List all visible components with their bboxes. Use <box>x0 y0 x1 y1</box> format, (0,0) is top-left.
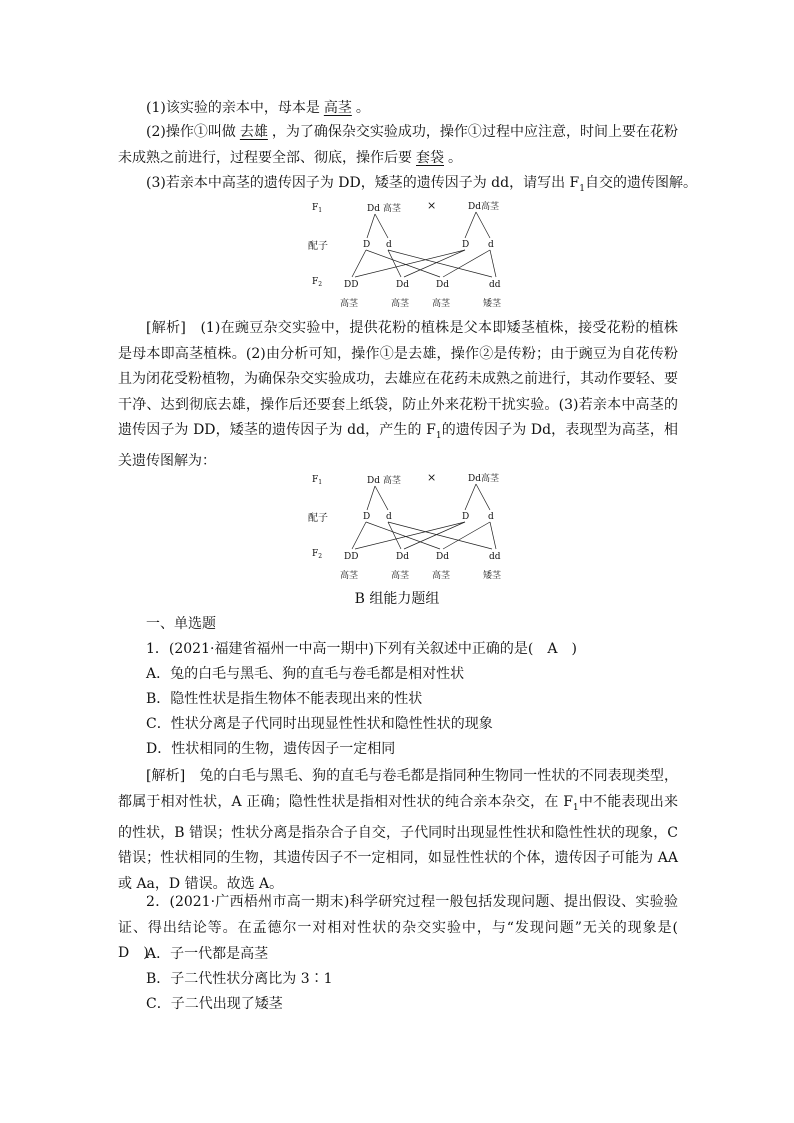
f2-label: $F_2$ <box>312 549 323 560</box>
f1-label: $F_1$ <box>312 203 323 214</box>
section-title: B 组能力题组 <box>354 591 440 607</box>
genetic-diagram-2 <box>300 468 520 584</box>
question-2-paragraph: (2)操作①叫做 去雄 ，为了确保杂交实验成功，操作①过程中应注意，时间上要在花粉未成熟之前进行，过程要全部、彻底，操作后要 套袋 。 <box>118 124 678 166</box>
offspring-4: dd <box>489 280 501 290</box>
cross-symbol: × <box>427 199 437 212</box>
offspring-2: Dd <box>396 552 409 562</box>
gamete-d-1: d <box>386 240 392 250</box>
subsection-title: 一、单选题 <box>146 616 216 632</box>
parent-2: Dd高茎 <box>468 474 499 484</box>
answer-blank-1: 高茎 <box>323 100 352 116</box>
answer-blank-3: 套袋 <box>416 149 444 166</box>
f1-label: $F_1$ <box>312 475 323 486</box>
q1-option-b: B．隐性性状是指生物体不能表现出来的性状 <box>146 691 423 707</box>
offspring-2: Dd <box>396 280 409 290</box>
offspring-1: DD <box>344 552 359 562</box>
q2-option-c: C．子二代出现了矮茎 <box>146 996 283 1012</box>
cross-symbol: × <box>427 471 437 484</box>
phenotype-3: 高茎 <box>432 299 451 309</box>
answer-blank-2: 去雄 <box>239 124 268 140</box>
question-1-line: (1)该实验的亲本中，母本是 高茎 。 <box>146 100 370 116</box>
phenotype-1: 高茎 <box>340 299 359 309</box>
gamete-label: 配子 <box>308 513 328 524</box>
q1-option-a: A．兔的白毛与黑毛、狗的直毛与卷毛都是相对性状 <box>146 666 465 682</box>
offspring-3: Dd <box>436 552 449 562</box>
q2-option-a: A．子一代都是高茎 <box>146 946 269 962</box>
q1-option-d: D．性状相同的生物，遗传因子一定相同 <box>146 741 396 757</box>
phenotype-4: 矮茎 <box>483 571 502 581</box>
gamete-label: 配子 <box>308 241 328 252</box>
genetic-diagram-1 <box>300 196 520 312</box>
analysis-2-label: [解析] <box>146 768 186 784</box>
question-1-stem: 1．(2021·福建省福州一中高一期中)下列有关叙述中正确的是( A ) <box>146 641 577 657</box>
diagram-2-lines <box>352 484 496 549</box>
q1-option-c: C．性状分离是子代同时出现显性性状和隐性性状的现象 <box>146 716 493 732</box>
parent-1: Dd 高茎 <box>367 476 401 486</box>
analysis-2-paragraph: [解析] 兔的白毛与黑毛、狗的直毛与卷毛都是指同种生物同一性状的不同表现类型，都属于相对性状，A 正确；隐性性状是指相对性状的纯合亲本杂交，在 $F_1$中不能表现出来的性状，B 错误；性状分离是指杂合子自交，子代同时出现显性性状和隐性性状的现象，C 错误；性状相同的生物，其遗传因子不一定相同，如显性性状的个体，遗传因子可能为 AA 或 Aa，D 错误。故选 A。 <box>118 768 679 892</box>
offspring-3: Dd <box>436 280 449 290</box>
gamete-D-1: D <box>363 512 371 522</box>
phenotype-2: 高茎 <box>391 299 410 309</box>
gamete-d-2: d <box>488 512 494 522</box>
q2-option-b: B．子二代性状分离比为 3∶1 <box>146 971 333 987</box>
phenotype-2: 高茎 <box>391 571 410 581</box>
analysis-1-label: [解析] <box>146 320 186 336</box>
offspring-1: DD <box>344 280 359 290</box>
phenotype-1: 高茎 <box>340 571 359 581</box>
parent-2: Dd高茎 <box>468 202 499 212</box>
phenotype-3: 高茎 <box>432 571 451 581</box>
gamete-D-2: D <box>462 240 470 250</box>
gamete-D-2: D <box>462 512 470 522</box>
f2-label: $F_2$ <box>312 277 323 288</box>
offspring-4: dd <box>489 552 501 562</box>
diagram-1-lines <box>352 212 496 277</box>
gamete-d-2: d <box>488 240 494 250</box>
analysis-1-paragraph: [解析] (1)在豌豆杂交实验中，提供花粉的植株是父本即矮茎植株，接受花粉的植株是母本即高茎植株。(2)由分析可知，操作①是去雄，操作②是传粉；由于豌豆为自花传粉且为闭花受粉植物，为确保杂交实验成功，去雄应在花药未成熟之前进行，其动作要轻、要干净、达到彻底去雄，操作后还要套上纸袋，防止外来花粉干扰实验。(3)若亲本中高茎的遗传因子为 DD，矮茎的遗传因子为 dd，产生的 $F_1$的遗传因子为 Dd，表现型为高茎，相关遗传图解为： <box>118 320 679 470</box>
gamete-D-1: D <box>363 240 371 250</box>
question-2-stem: 2．(2021·广西梧州市高一期末)科学研究过程一般包括发现问题、提出假设、实验验证、得出结论等。在孟德尔一对相对性状的杂交实验中，与“发现问题”无关的现象是( D ) <box>118 894 692 961</box>
phenotype-4: 矮茎 <box>483 299 502 309</box>
gamete-d-1: d <box>386 512 392 522</box>
parent-1: Dd 高茎 <box>367 204 401 214</box>
question-3-line: (3)若亲本中高茎的遗传因子为 DD，矮茎的遗传因子为 dd，请写出 $F_1$自交的遗传图解。 <box>146 175 698 194</box>
